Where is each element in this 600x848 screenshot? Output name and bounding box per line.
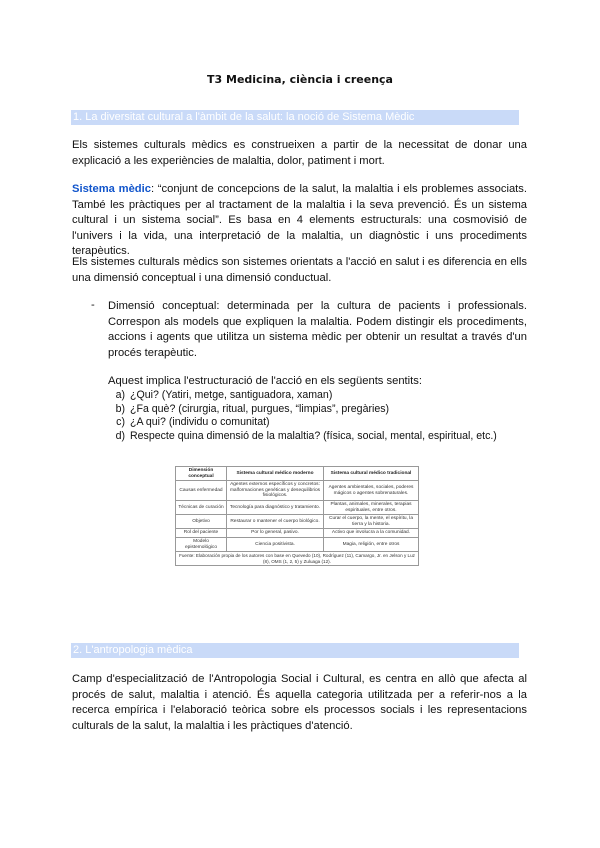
table-cell: Modelo epistemológico — [176, 537, 227, 551]
comparison-table-image — [175, 466, 419, 612]
list-item-label: a) — [115, 389, 125, 401]
table-header: Dimensión conceptual — [176, 467, 227, 481]
table-header-row — [176, 467, 419, 481]
table-cell: Ciencia positivista. — [227, 537, 324, 551]
list-item-label: c) — [116, 416, 125, 428]
page-title: T3 Medicina, ciència i creença — [207, 73, 393, 86]
list-item-text: Respecte quina dimensió de la malaltia? (física, social, mental, espiritual, etc.) — [130, 429, 497, 442]
bullet-marker: - — [91, 299, 95, 311]
section-heading-1: 1. La diversitat cultural a l'àmbit de la salut: la noció de Sistema Mèdic — [71, 110, 519, 125]
table-cell: Agentes ambientales, sociales, poderes mágicos o agentes sobrenaturales. — [324, 481, 419, 501]
keyword-sistema-medic: Sistema mèdic — [72, 183, 151, 195]
list-item — [108, 416, 527, 430]
table-row — [176, 529, 419, 538]
definition-text: : “conjunt de concepcions de la salut, la malaltia i els problemes associats. També les pràctiques per al tractament de la malaltia i la seva prevenció. És un sistema cultural i un sistema social”. Es basa en 4 elements estructurals: una cosmovisió de l'univers i la vida, una interpretació de la malaltia, un diagnòstic i uns procediments terapèutics. — [72, 183, 527, 257]
table-row — [176, 537, 419, 551]
list-item-text: ¿Fa què? (cirurgia, ritual, purgues, “limpias”, pregàries) — [130, 402, 390, 415]
table-header: Sistema cultural médico tradicional — [324, 467, 419, 481]
paragraph-dimensions: Els sistemes culturals mèdics son sistemes orientats a l'acció en salut i es diferencia en ells una dimensió conceptual i una dimensió conductual. — [72, 256, 527, 284]
table-header: Sistema cultural médico moderno — [227, 467, 324, 481]
paragraph-definition — [72, 182, 527, 260]
table-cell: Activo que involucra a la comunidad. — [324, 529, 419, 538]
table-source: Fuente: Elaboración propia de los autores con base en Quevedo (10), Rodríguez (11), Camargo, Jr. en Jelson y Luz (8), OMS (1, 2, 5) y Zuluaga (12). — [176, 552, 419, 566]
table-cell: Agentes externos específicos y concretos: malformaciones genéticas y desequilibrios fisiológicos. — [227, 481, 324, 501]
list-item — [108, 430, 527, 444]
table-cell: Rol del paciente — [176, 529, 227, 538]
table-cell: Tecnología para diagnóstico y tratamiento. — [227, 500, 324, 514]
paragraph-antropologia: Camp d'especialització de l'Antropologia Social i Cultural, es centra en allò que afecta al procés de salut, malaltia i atenció. És aquella categoria utilitzada per a referir-nos a la recerca empírica i l'elaboració teòrica sobre els processos socials i les representacions culturals de la salut, la malaltia i les pràctiques d'atenció. — [72, 673, 527, 732]
table-row — [176, 500, 419, 514]
table-cell: Plantas, animales, minerales, terapias espirituales, entre otros. — [324, 500, 419, 514]
table-row — [176, 515, 419, 529]
list-item-text: ¿Qui? (Yatiri, metge, santiguadora, xaman) — [130, 389, 333, 401]
table-cell: Técnicas de curación — [176, 500, 227, 514]
list-item-label: b) — [115, 402, 125, 415]
bullet-conceptual: Dimensió conceptual: determinada per la cultura de pacients i professionals. Correspon als models que expliquen la malaltia. Podem distingir els procediments, accions i agents que utilitza un sistema mèdic per obtenir un resultat a través d'un procés terapèutic. — [108, 300, 527, 359]
table-cell: Restaurar o mantener el cuerpo biológico. — [227, 515, 324, 529]
section-heading-2: 2. L'antropologia mèdica — [71, 643, 519, 658]
table-cell: Magia, religión, entre otros — [324, 537, 419, 551]
table-source-row — [176, 552, 419, 566]
question-list — [108, 389, 527, 443]
list-item — [108, 389, 527, 403]
list-item — [108, 403, 527, 417]
table-cell: Causas enfermedad — [176, 481, 227, 501]
table-row — [176, 481, 419, 501]
table-cell: Curar el cuerpo, la mente, el espíritu, la tierra y la historia. — [324, 515, 419, 529]
list-item-text: ¿A qui? (individu o comunitat) — [130, 416, 270, 428]
paragraph-intro: Els sistemes culturals mèdics es construeixen a partir de la necessitat de donar una explicació a les experiències de malaltia, dolor, patiment i mort. — [72, 139, 527, 167]
table-cell: Objetivo — [176, 515, 227, 529]
table-cell: Por lo general, pasivo. — [227, 529, 324, 538]
list-item-label: d) — [115, 429, 125, 442]
list-intro: Aquest implica l'estructuració de l'acció en els següents sentits: — [108, 375, 422, 387]
comparison-table — [175, 466, 419, 566]
